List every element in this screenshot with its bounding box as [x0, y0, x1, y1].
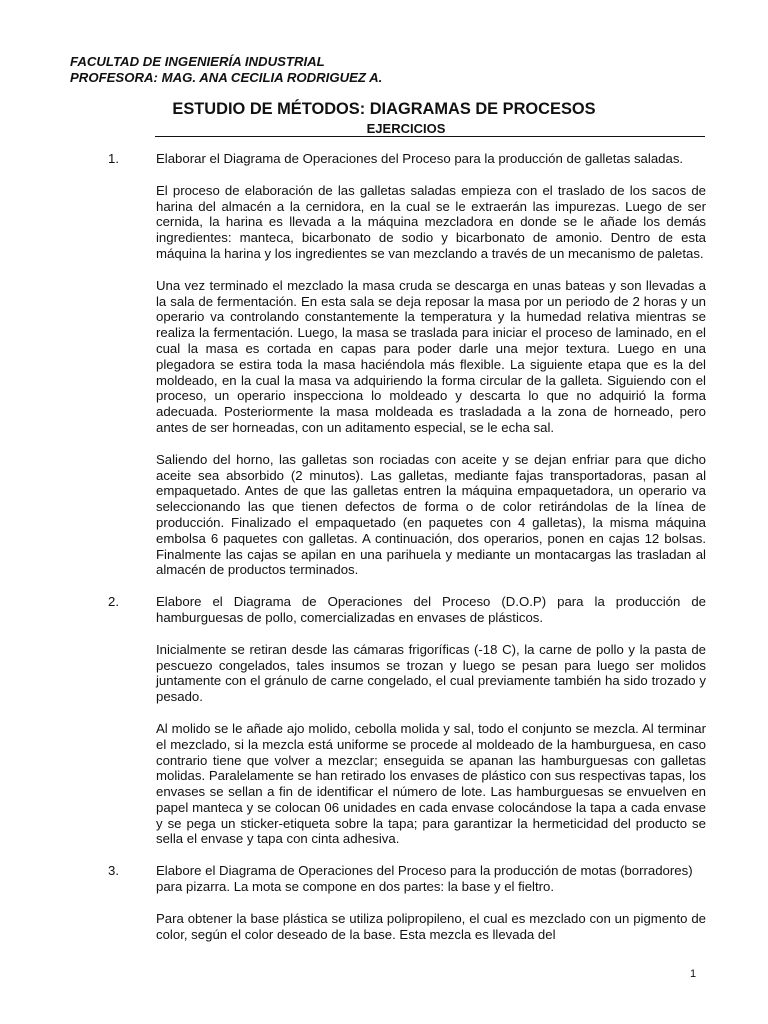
exercise-1-paragraph: Una vez terminado el mezclado la masa cruda se descarga en unas bateas y son llevadas a la sala de fermentación. En esta sala se deja reposar la masa por un periodo de 2 horas y un operario va controlando constantemente la temperatura y la humedad relativa mientras se realiza la fermentación. Luego, la masa se traslada para iniciar el proceso de laminado, en el cual la masa es cortada en capas para poder darle una mejor textura. Luego en una plegadora se estira toda la masa haciéndola más flexible. La siguiente etapa que es la del moldeado, en la cual la masa va adquiriendo la forma circular de la galleta. Siguiendo con el proceso, un operario inspecciona lo moldeado y descarta lo que no adquirió la forma adecuada. Posteriormente la masa moldeada es trasladada a la zona de horneado, pero antes de ser horneadas, con un aditamento especial, se le echa sal.: [156, 277, 706, 435]
exercise-2-heading: [108, 594, 706, 626]
exercise-statement: Elabore el Diagrama de Operaciones del Proceso (D.O.P) para la producción de hamburguesas de pollo, comercializadas en envases de plásticos.: [156, 594, 706, 625]
title-divider: [155, 136, 705, 137]
exercise-3-heading: [108, 863, 706, 895]
exercise-statement: Elabore el Diagrama de Operaciones del Proceso para la producción de motas (borradores) para pizarra. La mota se compone en dos partes: la base y el fieltro.: [156, 863, 693, 895]
page-number: 1: [690, 968, 697, 980]
professor-line: PROFESORA: MAG. ANA CECILIA RODRIGUEZ A.: [70, 70, 383, 85]
exercise-list: [108, 151, 706, 942]
exercise-statement: Elaborar el Diagrama de Operaciones del Proceso para la producción de galletas saladas.: [156, 151, 684, 166]
exercise-number: 2.: [108, 594, 119, 610]
exercise-3-paragraph: Para obtener la base plástica se utiliza polipropileno, el cual es mezclado con un pigmento de color, según el color deseado de la base. Esta mezcla es llevada del: [156, 910, 706, 942]
exercise-2-paragraph: Al molido se le añade ajo molido, cebolla molida y sal, todo el conjunto se mezcla. Al terminar el mezclado, si la mezcla está uniforme se procede al moldeado de la hamburguesa, en caso contrario tiene que volver a mezclar; enseguida se apanan las hamburguesas con galletas molidas. Paralelamente se han retirado los envases de plástico con sus respectivas tapas, los envases se sellan a fin de identificar el número de lote. Las hamburguesas se envuelven en papel manteca y se colocan 06 unidades en cada envase colocándose la tapa a cada envase y se pega un sticker-etiqueta sobre la tapa; para garantizar la hermeticidad del producto se sella el envase y tapa con cinta adhesiva.: [156, 720, 706, 847]
exercise-1-paragraph: Saliendo del horno, las galletas son rociadas con aceite y se dejan enfriar para que dicho aceite sea absorbido (2 minutos). Las galletas, mediante fajas transportadoras, pasan al empaquetado. Antes de que las galletas entren la máquina empaquetadora, un operario va seleccionando las que tienen defectos de forma o de color retirándolas de la línea de producción. Finalizado el empaquetado (en paquetes con 4 galletas), la misma máquina embolsa 6 paquetes con galletas. A continuación, dos operarios, ponen en cajas 12 bolsas. Finalmente las cajas se apilan en una parihuela y mediante un montacargas las trasladan al almacén de productos terminados.: [156, 451, 706, 578]
document-subtitle: EJERCICIOS: [366, 121, 446, 136]
header: [70, 54, 382, 86]
exercise-number: 1.: [108, 151, 119, 166]
exercise-1-heading: [108, 151, 706, 167]
faculty-line: FACULTAD DE INGENIERÍA INDUSTRIAL: [70, 54, 325, 69]
exercise-2-paragraph: Inicialmente se retiran desde las cámaras frigoríficas (-18 C), la carne de pollo y la pasta de pescuezo congelados, tales insumos se trozan y luego se pesan para luego ser molidos juntamente con el gránulo de carne congelado, el cual previamente también ha sido trozado y pesado.: [156, 641, 706, 705]
exercise-1-paragraph: El proceso de elaboración de las galletas saladas empieza con el traslado de los sacos de harina del almacén a la cernidora, en la cual se le extraerán las impurezas. Luego de ser cernida, la harina es llevada a la máquina mezcladora en donde se le añade los demás ingredientes: manteca, bicarbonato de sodio y bicarbonato de amonio. Dentro de esta máquina la harina y los ingredientes se van mezclando a través de un mecanismo de paletas.: [156, 182, 706, 261]
document-title: ESTUDIO DE MÉTODOS: DIAGRAMAS DE PROCESOS: [172, 100, 596, 118]
exercise-number: 3.: [108, 863, 119, 879]
